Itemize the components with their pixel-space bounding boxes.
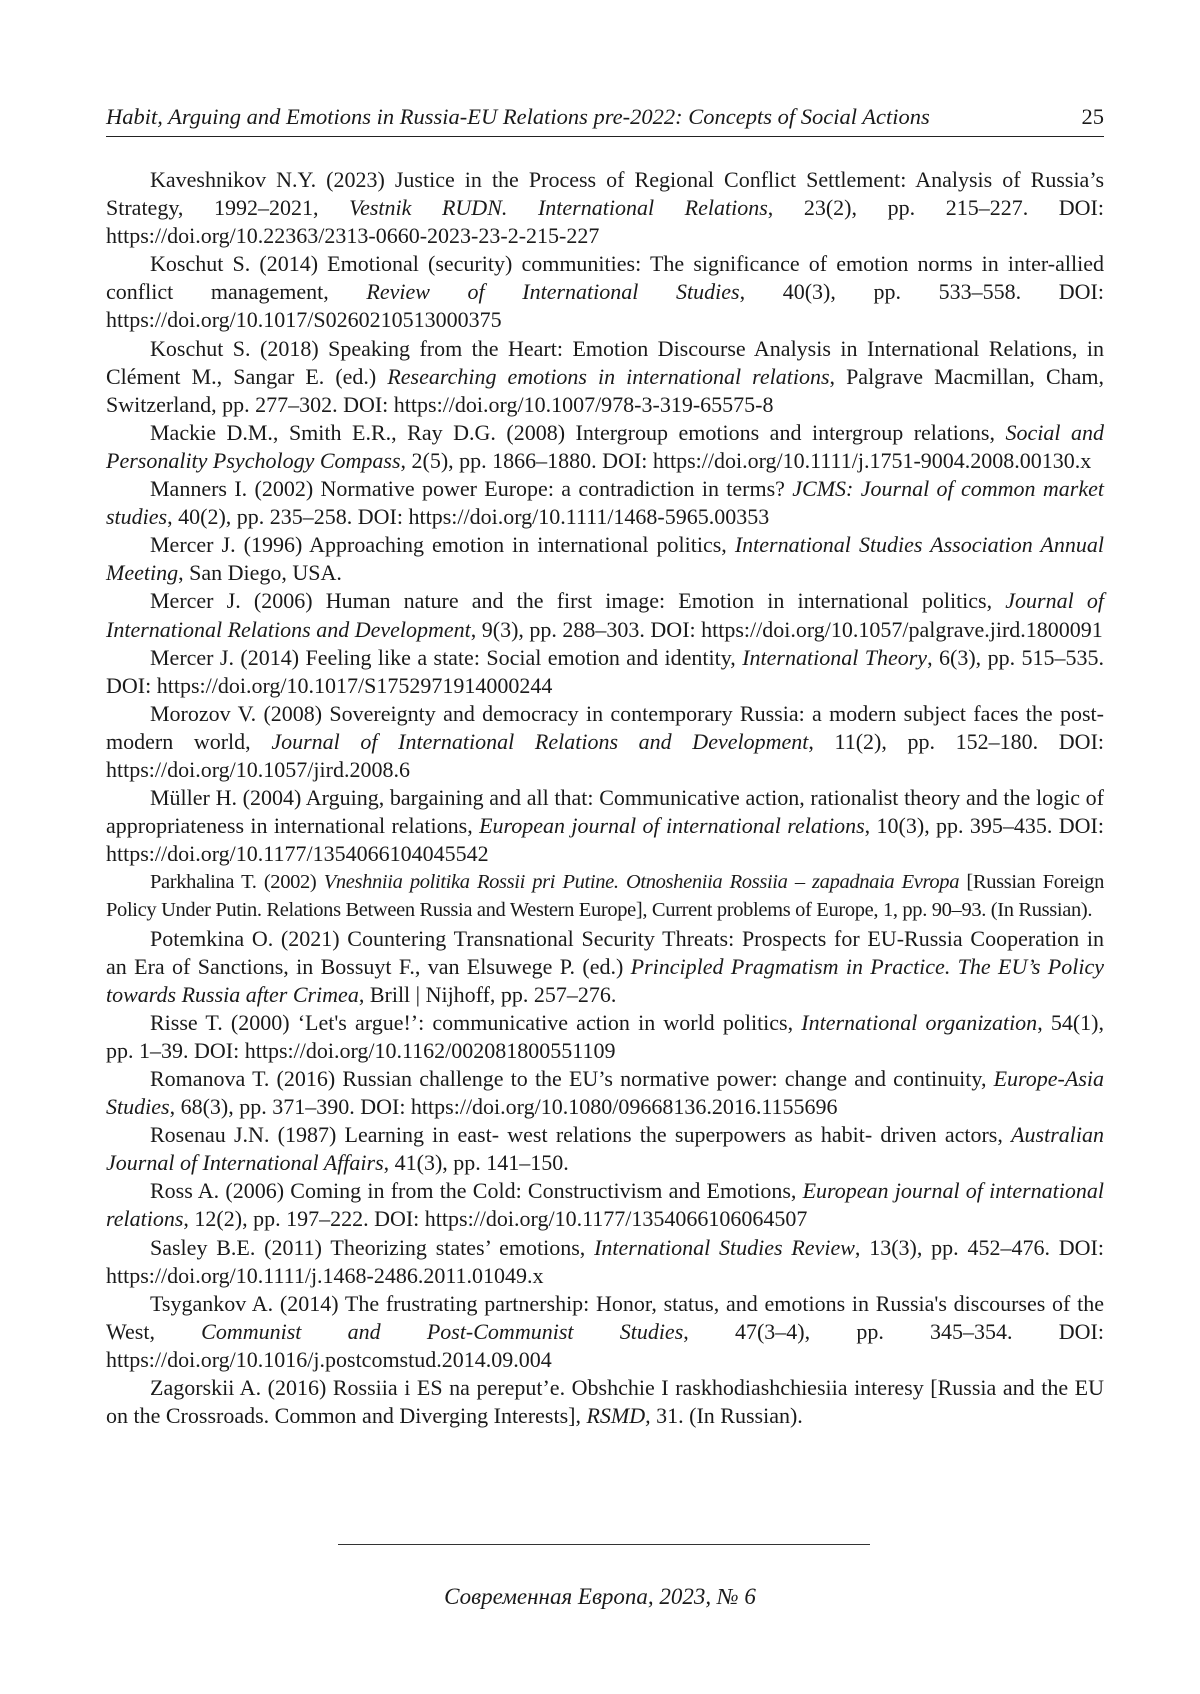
- reference-item: Mercer J. (2006) Human nature and the first image: Emotion in international politics, Journal of International Relations and Development, 9(3), pp. 288–303. DOI: https://doi.org/10.1057/palgrave.jird.1800091: [106, 588, 1104, 642]
- footer-divider: [338, 1544, 870, 1545]
- reference-item: Potemkina O. (2021) Countering Transnational Security Threats: Prospects for EU-Russia Cooperation in an Era of Sanctions, in Bossuyt F., van Elsuwege P. (ed.) Principled Pragmatism in Practice. The EU’s Policy towards Russia after Crimea, Brill | Nijhoff, pp. 257–276.: [106, 925, 1104, 1007]
- reference-item: Müller H. (2004) Arguing, bargaining and all that: Communicative action, rationalist theory and the logic of appropriateness in international relations, European journal of international relations, 10(3), pp. 395–435. DOI: https://doi.org/10.1177/1354066104045542: [106, 785, 1104, 867]
- reference-item: Morozov V. (2008) Sovereignty and democracy in contemporary Russia: a modern subject faces the post-modern world, Journal of International Relations and Development, 11(2), pp. 152–180. DOI: https://doi.org/10.1057/jird.2008.6: [106, 700, 1105, 782]
- reference-list: [106, 166, 1104, 1430]
- running-header: [106, 104, 1104, 137]
- journal-footer: Современная Европа, 2023, № 6: [444, 1584, 756, 1609]
- reference-item: Tsygankov A. (2014) The frustrating partnership: Honor, status, and emotions in Russia's discourses of the West, Communist and Post-Communist Studies, 47(3–4), pp. 345–354. DOI: https://doi.org/10.1016/j.postcomstud.2014.09.004: [106, 1290, 1104, 1372]
- reference-item: Parkhalina T. (2002) Vneshniia politika Rossii pri Putine. Otnosheniia Rossiia – zapadnaia Evropa [Russian Foreign Policy Under Putin. Relations Between Russia and Western Europe], Current problems of Europe, 1, pp. 90–93. (In Russian).: [106, 871, 1104, 922]
- reference-item: Sasley B.E. (2011) Theorizing states’ emotions, International Studies Review, 13(3), pp. 452–476. DOI: https://doi.org/10.1111/j.1468-2486.2011.01049.x: [106, 1234, 1104, 1288]
- page-number: 25: [1081, 104, 1104, 129]
- reference-item: Rosenau J.N. (1987) Learning in east‐ west relations the superpowers as habit‐ driven actors, Australian Journal of International Affairs, 41(3), pp. 141–150.: [106, 1122, 1104, 1176]
- reference-item: Mackie D.M., Smith E.R., Ray D.G. (2008) Intergroup emotions and intergroup relations, Social and Personality Psychology Compass, 2(5), pp. 1866–1880. DOI: https://doi.org/10.1111/j.1751-9004.2008.00130.x: [106, 419, 1104, 473]
- reference-item: Koschut S. (2014) Emotional (security) communities: The significance of emotion norms in inter-allied conflict management, Review of International Studies, 40(3), pp. 533–558. DOI: https://doi.org/10.1017/S0260210513000375: [106, 251, 1104, 333]
- reference-item: Risse T. (2000) ‘Let's argue!’: communicative action in world politics, International organization, 54(1), pp. 1–39. DOI: https://doi.org/10.1162/002081800551109: [106, 1009, 1104, 1063]
- reference-item: Mercer J. (2014) Feeling like a state: Social emotion and identity, International Theory, 6(3), pp. 515–535. DOI: https://doi.org/10.1017/S1752971914000244: [106, 644, 1104, 698]
- reference-item: Mercer J. (1996) Approaching emotion in international politics, International Studies Association Annual Meeting, San Diego, USA.: [106, 532, 1104, 586]
- reference-item: Manners I. (2002) Normative power Europe: a contradiction in terms? JCMS: Journal of common market studies, 40(2), pp. 235–258. DOI: https://doi.org/10.1111/1468-5965.00353: [106, 476, 1104, 530]
- reference-item: Zagorskii A. (2016) Rossiia i ES na pereput’e. Obshchie I raskhodiashchiesiia interesy [Russia and the EU on the Crossroads. Common and Diverging Interests], RSMD, 31. (In Russian).: [106, 1375, 1104, 1429]
- reference-item: Kaveshnikov N.Y. (2023) Justice in the Process of Regional Conflict Settlement: Analysis of Russia’s Strategy, 1992–2021, Vestnik RUDN. International Relations, 23(2), pp. 215–227. DOI: https://doi.org/10.22363/2313-0660-2023-23-2-215-227: [106, 167, 1104, 249]
- reference-item: Ross A. (2006) Coming in from the Cold: Constructivism and Emotions, European journal of international relations, 12(2), pp. 197–222. DOI: https://doi.org/10.1177/1354066106064507: [106, 1178, 1104, 1232]
- reference-item: Romanova T. (2016) Russian challenge to the EU’s normative power: change and continuity, Europe-Asia Studies, 68(3), pp. 371–390. DOI: https://doi.org/10.1080/09668136.2016.1155696: [106, 1066, 1104, 1120]
- reference-item: Koschut S. (2018) Speaking from the Heart: Emotion Discourse Analysis in International Relations, in Clément M., Sangar E. (ed.) Researching emotions in international relations, Palgrave Macmillan, Cham, Switzerland, pp. 277–302. DOI: https://doi.org/10.1007/978-3-319-65575-8: [106, 335, 1104, 417]
- running-title: Habit, Arguing and Emotions in Russia-EU Relations pre-2022: Concepts of Social Actions: [106, 104, 930, 129]
